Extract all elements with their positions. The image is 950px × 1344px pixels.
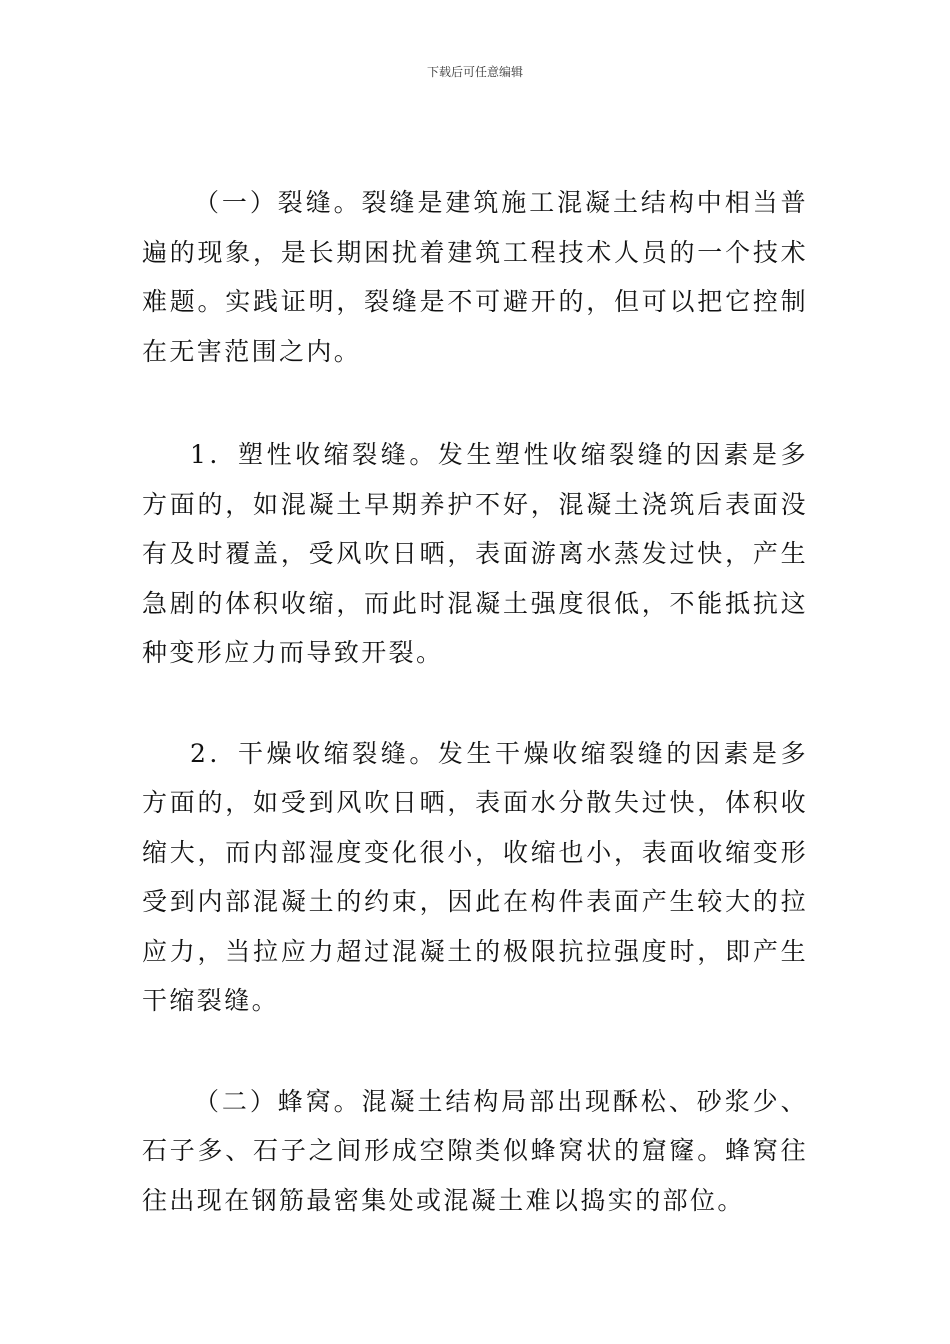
paragraph-plastic-shrinkage: 1．塑性收缩裂缝。发生塑性收缩裂缝的因素是多方面的，如混凝土早期养护不好，混凝土浇筑后表面没有及时覆盖，受风吹日晒，表面游离水蒸发过快，产生急剧的体积收缩，而此时混凝土强度很低，不能抵抗这种变形应力而导致开裂。 <box>142 440 808 667</box>
paragraph-honeycomb: （二）蜂窝。混凝土结构局部出现酥松、砂浆少、石子多、石子之间形成空隙类似蜂窝状的窟窿。蜂窝往往出现在钢筋最密集处或混凝土难以捣实的部位。 <box>142 1086 808 1215</box>
paragraph-cracks: （一）裂缝。裂缝是建筑施工混凝土结构中相当普遍的现象，是长期困扰着建筑工程技术人员的一个技术难题。实践证明，裂缝是不可避开的，但可以把它控制在无害范围之内。 <box>142 188 808 366</box>
document-body <box>142 178 808 1225</box>
page-header: 下载后可任意编辑 <box>426 65 523 79</box>
paragraph-drying-shrinkage: 2．干燥收缩裂缝。发生干燥收缩裂缝的因素是多方面的，如受到风吹日晒，表面水分散失过快，体积收缩大，而内部湿度变化很小，收缩也小，表面收缩变形受到内部混凝土的约束，因此在构件表面产生较大的拉应力，当拉应力超过混凝土的极限抗拉强度时，即产生干缩裂缝。 <box>142 738 808 1015</box>
